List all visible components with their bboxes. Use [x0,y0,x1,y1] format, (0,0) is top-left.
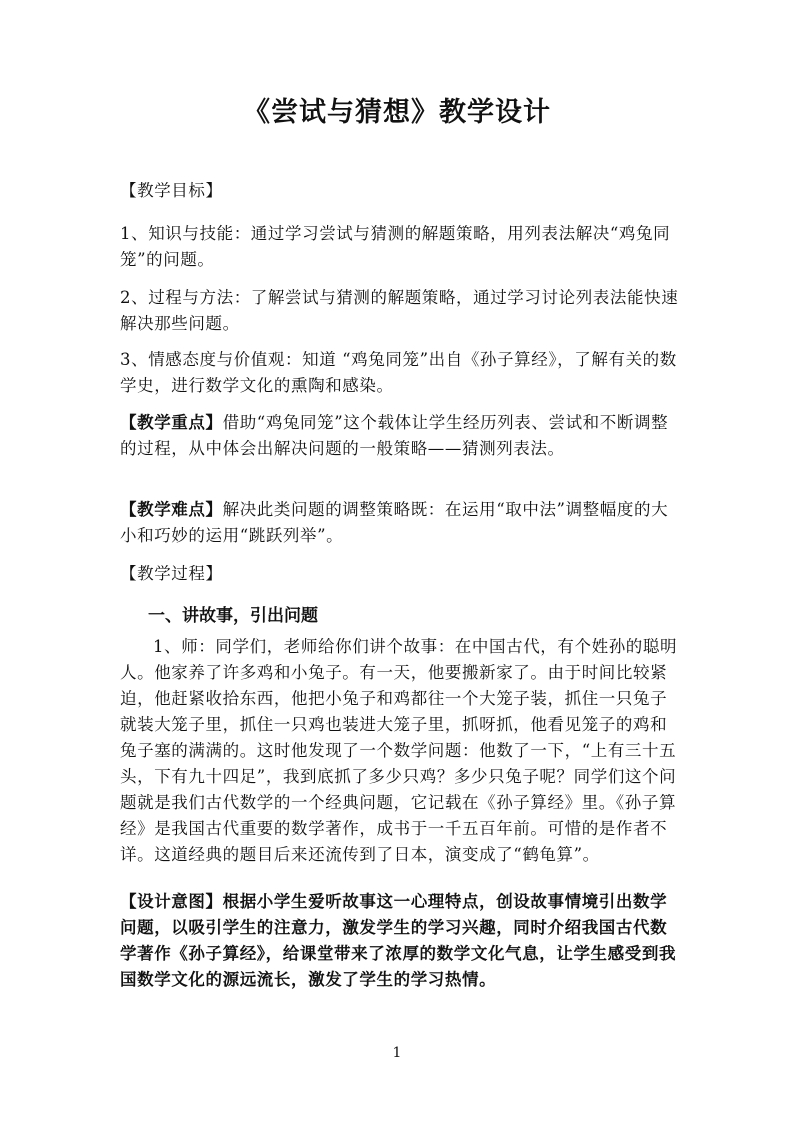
page-title: 《尝试与猜想》教学设计 [243,97,551,128]
key-point-label: 【教学重点】 [120,413,223,432]
story-paragraph: 1、师：同学们，老师给你们讲个故事：在中国古代，有个姓孙的聪明人。他家养了许多鸡和小兔子。有一天，他要搬新家了。由于时间比较紧迫，他赶紧收拾东西，他把小兔子和鸡都往一个大笼子装，抓住一只兔子就装大笼子里，抓住一只鸡也装进大笼子里，抓呀抓，他看见笼子的鸡和兔子塞的满满的。这时他发现了一个数学问题：他数了一下，“上有三十五头，下有九十四足”，我到底抓了多少只鸡？多少只兔子呢？同学们这个问题就是我们古代数学的一个经典问题，它记载在《孙子算经》里。《孙子算经》是我国古代重要的数学著作，成书于一千五百年前。可惜的是作者不详。这道经典的题目后来还流传到了日本，演变成了“鹤龟算”。 [120,637,678,864]
goal-process: 2、过程与方法：了解尝试与猜测的解题策略，通过学习讨论列表法能快速解决那些问题。 [120,288,679,333]
page-number: 1 [392,1045,402,1061]
design-intent-text: 根据小学生爱听故事这一心理特点，创设故事情境引出数学问题，以吸引学生的注意力，激发学生的学习兴趣，同时介绍我国古代数学著作《孙子算经》，给课堂带来了浓厚的数学文化气息，让学生感受到我国数学文化的源远流长，激发了学生的学习热情。 [120,892,677,989]
design-intent-label: 【设计意图】 [120,892,223,911]
goal-knowledge: 1、知识与技能：通过学习尝试与猜测的解题策略，用列表法解决“鸡兔同笼”的问题。 [120,224,671,269]
process-heading: 【教学过程】 [120,564,223,583]
section-heading: 一、讲故事，引出问题 [148,606,318,626]
key-point-text: 借助“鸡兔同笼”这个载体让学生经历列表、尝试和不断调整的过程，从中体会出解决问题的一般策略——猜测列表法。 [120,413,669,458]
key-point [120,410,680,462]
goal-attitude: 3、情感态度与价值观：知道 “鸡兔同笼”出自《孙子算经》，了解有关的数学史，进行数学文化的熏陶和感染。 [120,350,677,395]
design-intent [120,889,680,993]
difficulty [120,497,680,549]
goals-heading: 【教学目标】 [120,181,223,200]
difficulty-label: 【教学难点】 [120,500,223,519]
difficulty-text: 解决此类问题的调整策略既：在运用“取中法”调整幅度的大小和巧妙的运用“跳跃列举”。 [120,500,669,545]
